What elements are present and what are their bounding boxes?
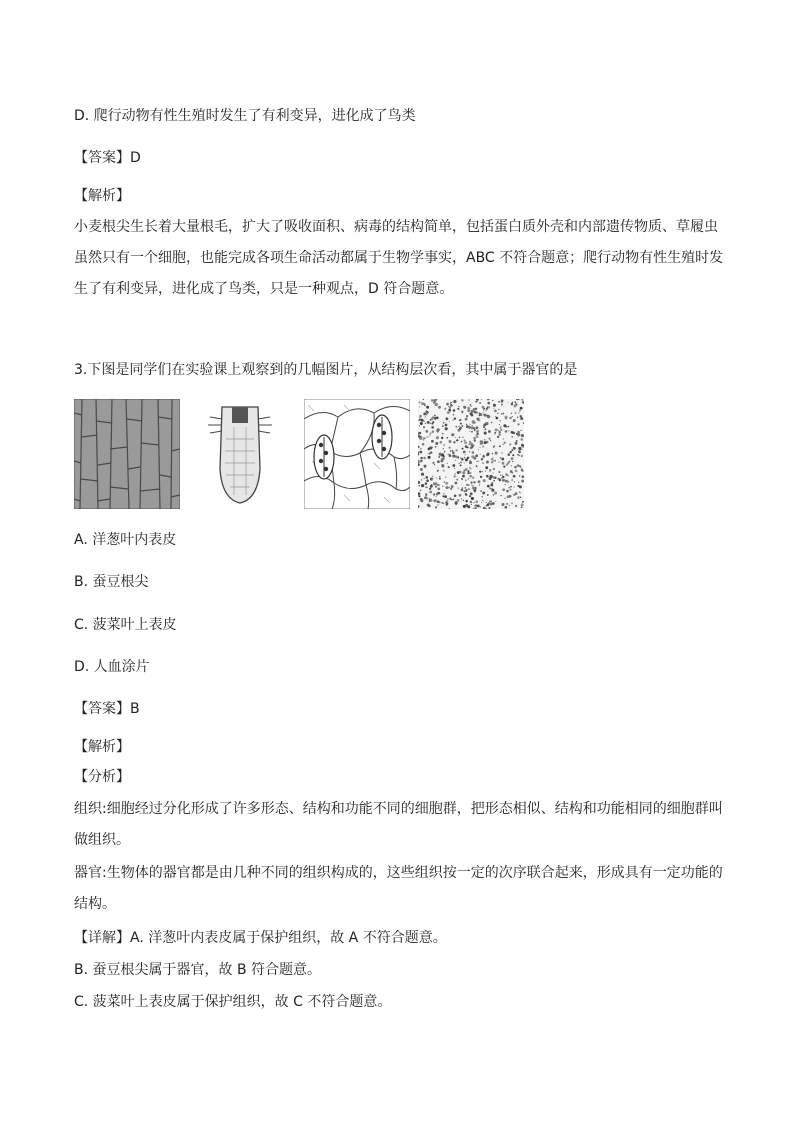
option-d-q3[interactable]: D. 人血涂片: [74, 659, 150, 675]
blood-smear-image: [418, 399, 524, 509]
detail-a-text: A. 洋葱叶内表皮属于保护组织，故 A 不符合题意。: [130, 930, 447, 946]
detail-a: [74, 928, 447, 948]
answer-value: B: [130, 701, 140, 717]
organ-definition: 器官:生物体的器官都是由几种不同的组织构成的，这些组织按一定的次序联合起来，形成具有一定功能的结构。: [74, 865, 723, 912]
detail-c: C. 菠菜叶上表皮属于保护组织，故 C 不符合题意。: [74, 994, 392, 1010]
option-b-q3[interactable]: B. 蚕豆根尖: [74, 574, 149, 590]
option-d-q2: D. 爬行动物有性生殖时发生了有利变异，进化成了鸟类: [74, 108, 416, 124]
analysis-text-q2: 小麦根尖生长着大量根毛，扩大了吸收面积、病毒的结构简单，包括蛋白质外壳和内部遗传物质、草履虫虽然只有一个细胞，也能完成各项生命活动都属于生物学事实，ABC 不符合题意；爬行动物有性生殖时发生了有利变异，进化成了鸟类，只是一种观点，D 符合题意。: [74, 219, 724, 297]
analysis-label-q3: 【解析】: [74, 739, 130, 755]
option-a-q3[interactable]: A. 洋葱叶内表皮: [74, 532, 177, 548]
analysis-label-q2: 【解析】: [74, 188, 130, 204]
fenxi-label-q3: 【分析】: [74, 769, 130, 785]
option-c-q3[interactable]: C. 菠菜叶上表皮: [74, 617, 177, 633]
detail-b: B. 蚕豆根尖属于器官，故 B 符合题意。: [74, 962, 322, 978]
figure-row: [74, 399, 524, 509]
answer-label: 【答案】: [74, 150, 130, 166]
answer-value: D: [130, 150, 141, 166]
answer-q3: [74, 699, 140, 719]
answer-label: 【答案】: [74, 701, 130, 717]
onion-epidermis-image: [74, 399, 180, 509]
question-stem-q3: 3.下图是同学们在实验课上观察到的几幅图片，从结构层次看，其中属于器官的是: [74, 362, 578, 378]
answer-q2: [74, 148, 141, 168]
tissue-definition: 组织:细胞经过分化形成了许多形态、结构和功能不同的细胞群，把形态相似、结构和功能相同的细胞群叫做组织。: [74, 801, 723, 848]
root-tip-image: [202, 399, 278, 509]
detail-label: 【详解】: [74, 930, 130, 946]
spinach-epidermis-image: [304, 399, 410, 509]
